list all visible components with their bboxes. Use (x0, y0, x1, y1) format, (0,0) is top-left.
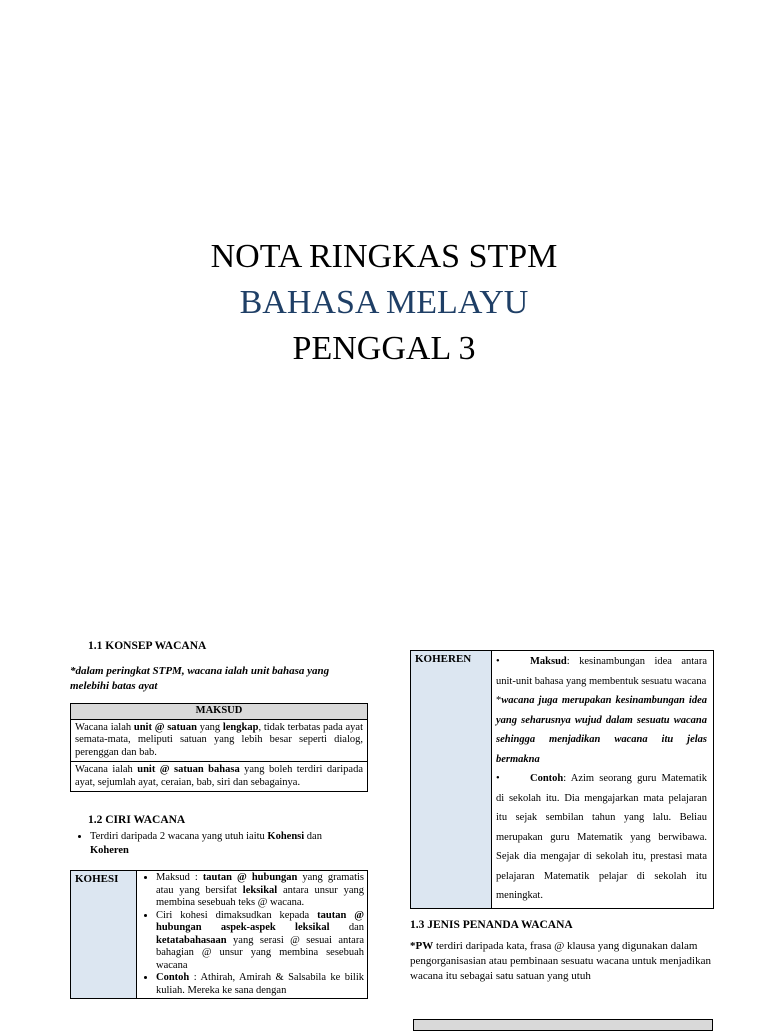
jenis-table-header-cut (413, 1019, 713, 1031)
koheren-table (410, 650, 714, 909)
maksud-table (70, 703, 368, 792)
section-heading-ciri: 1.2 CIRI WACANA (88, 814, 186, 826)
list-item: • Contoh : Athirah, Amirah & Salsabila ke bilik kuliah. Mereka ke sana dengan (156, 972, 366, 997)
koheren-content: • Maksud: kesinambungan idea antara unit-unit bahasa yang membentuk sesuatu wacana *wacana juga merupakan kesinambungan idea yang seharusnya wujud dalam sesuatu wacana sehingga menjadikan wacana itu jelas bermakna • Contoh: Azim seorang guru Matematik di sekolah itu. Dia mengajarkan mata pelajaran itu sejak sembilan tahun yang lalu. Beliau merupakan guru Matematik yang berwibawa. Sejak dia mengajar di sekolah itu, prestasi mata pelajaran Matematik pelajar di sekolah itu meningkat. (492, 651, 714, 909)
kohesi-content (137, 871, 368, 999)
kohesi-table (70, 870, 368, 999)
cover-title (0, 234, 768, 372)
section-heading-jenis: 1.3 JENIS PENANDA WACANA (410, 918, 573, 931)
list-item: • Maksud : tautan @ hubungan yang gramatis atau yang bersifat leksikal antara unsur yang membina sesebuah teks @ wacana. (156, 872, 366, 910)
jenis-paragraph: *PW terdiri daripada kata, frasa @ klausa yang digunakan dalam pengorganisasian atau pembinaan sesuatu wacana untuk menjadikan wacana itu sebagai satu satuan yang utuh (410, 939, 711, 982)
list-item: • Terdiri daripada 2 wacana yang utuh iaitu Kohensi dan Koheren (90, 830, 368, 858)
maksud-row-2: Wacana ialah unit @ satuan bahasa yang boleh terdiri daripada ayat, sejumlah ayat, ceraian, bab, siri dan sebagainya. (71, 762, 368, 792)
title-line-1: NOTA RINGKAS STPM (210, 238, 558, 275)
list-item: • Ciri kohesi dimaksudkan kepada tautan @ hubungan aspek-aspek leksikal dan ketatabahasaan yang serasi @ sesuai antara bahagian @ unsur yang membina sesebuah wacana (156, 910, 366, 973)
title-line-3: PENGGAL 3 (292, 330, 476, 367)
ciri-list (70, 830, 368, 858)
koheren-label: KOHEREN (411, 651, 492, 909)
title-line-2: BAHASA MELAYU (239, 284, 529, 321)
maksud-row-1: Wacana ialah unit @ satuan yang lengkap, tidak terbatas pada ayat semata-mata, meliputi satuan yang lebih besar seperti dialog, perenggan dan bab. (71, 719, 368, 762)
left-column (70, 640, 368, 999)
section-heading-konsep: 1.1 KONSEP WACANA (88, 640, 207, 652)
konsep-note: *dalam peringkat STPM, wacana ialah unit bahasa yang melebihi batas ayat (70, 665, 330, 692)
kohesi-label: KOHESI (71, 871, 137, 999)
right-column (410, 650, 714, 984)
maksud-table-header: MAKSUD (71, 704, 368, 720)
